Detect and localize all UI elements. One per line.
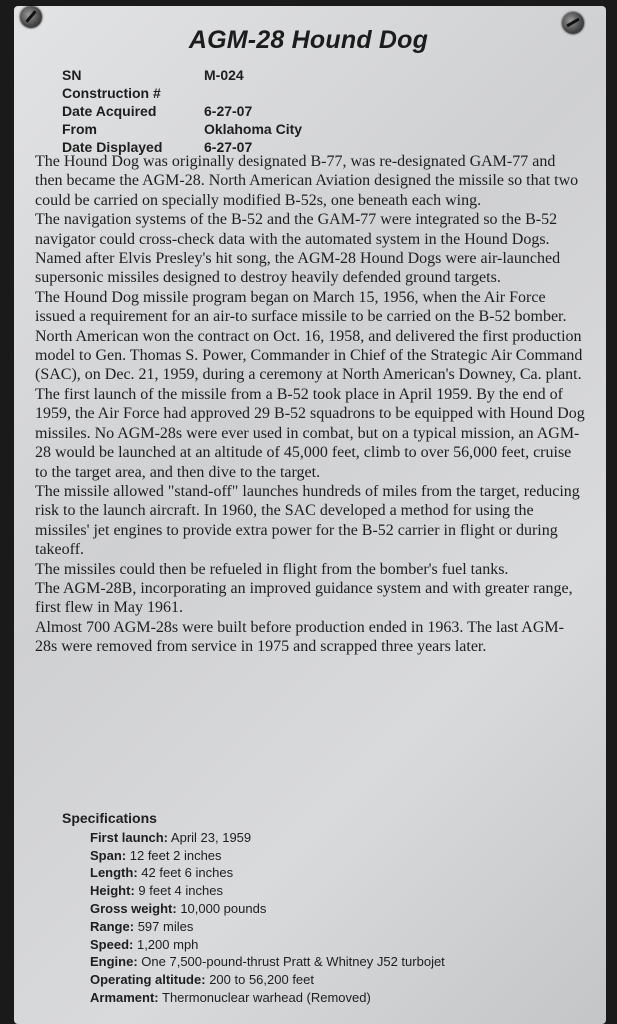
spec-label: Length: (90, 865, 138, 881)
history-text (35, 152, 585, 657)
spec-label: Engine: (90, 954, 138, 970)
meta-row-from (62, 120, 302, 138)
paragraph: The AGM-28B, incorporating an improved guidance system and with greater range, first flew in May 1961. (35, 579, 573, 617)
spec-label: Operating altitude: (90, 972, 206, 988)
spec-value: One 7,500-pound-thrust Pratt & Whitney J52 turbojet (141, 954, 445, 970)
spec-value: 200 to 56,200 feet (209, 972, 314, 988)
paragraph: The Hound Dog was originally designated B-77, was re-designated GAM-77 and then became the AGM-28. North American Aviation designed the missile so that two could be carried on specially modified B-52s, one beneath each wing. (35, 153, 579, 209)
meta-label: Construction # (62, 85, 161, 101)
spec-label: Gross weight: (90, 900, 177, 916)
meta-label: From (62, 121, 97, 137)
paragraph: The missiles could then be refueled in flight from the bomber's fuel tanks. (35, 560, 509, 578)
paragraph: Almost 700 AGM-28s were built before production ended in 1963. The last AGM-28s were removed from service in 1975 and scrapped three years later. (35, 618, 564, 656)
meta-row-construction (62, 84, 302, 102)
specifications (62, 810, 445, 1007)
paragraph: The missile allowed "stand-off" launches hundreds of miles from the target, reducing risk to the launch aircraft. In 1960, the SAC developed a method for using the missiles' jet engines to provide extra power for the B-52 carrier in flight or during takeoff. (35, 482, 580, 559)
spec-row (62, 989, 445, 1007)
spec-label: Span: (90, 847, 127, 863)
paragraph: The Hound Dog missile program began on March 15, 1956, when the Air Force issued a requirement for an air-to surface missile to be carried on the B-52 bomber. North American won the contract on Oct. 16, 1958, and delivered the first production model to Gen. Thomas S. Power, Commander in Chief of the Strategic Air Command (SAC), on Dec. 21, 1959, during a ceremony at North American's Downey, Ca. plant. (35, 288, 583, 384)
spec-value: 597 miles (137, 918, 194, 934)
spec-value: 1,200 mph (136, 936, 199, 952)
spec-row (62, 847, 445, 865)
meta-label: Date Acquired (62, 103, 157, 119)
spec-label: Range: (90, 918, 135, 934)
meta-value: M-024 (204, 67, 244, 83)
meta-value: Oklahoma City (204, 121, 303, 137)
spec-label: Height: (90, 883, 135, 899)
spec-label: Speed: (90, 936, 134, 952)
spec-row (62, 882, 445, 900)
spec-value: 10,000 pounds (180, 900, 267, 916)
spec-value: April 23, 1959 (170, 829, 252, 845)
paragraph: The first launch of the missile from a B-52 took place in April 1959. By the end of 1959, the Air Force had approved 29 B-52 squadrons to be equipped with Hound Dog missiles. No AGM-28s were ever used in combat, but on a typical mission, an AGM-28 would be launched at an altitude of 45,000 feet, climb to over 56,000 feet, cruise to the target area, and then dive to the target. (35, 385, 585, 481)
spec-value: 9 feet 4 inches (138, 883, 223, 899)
spec-row (62, 918, 445, 936)
meta-label: SN (62, 67, 82, 83)
meta-label: Date Displayed (62, 139, 163, 155)
paragraph: The navigation systems of the B-52 and the GAM-77 were integrated so the B-52 navigator could cross-check data with the automated system in the Hound Dogs. (35, 211, 558, 248)
meta-value: 6-27-07 (204, 103, 253, 119)
spec-value: 12 feet 2 inches (129, 847, 222, 863)
spec-row (62, 936, 445, 954)
spec-row (62, 971, 445, 989)
screw-icon (20, 6, 42, 28)
specs-heading: Specifications (62, 810, 157, 826)
spec-row (62, 864, 445, 882)
spec-row (62, 953, 445, 971)
spec-value: 42 feet 6 inches (141, 865, 234, 881)
spec-label: Armament: (90, 989, 159, 1005)
meta-value: 6-27-07 (204, 139, 253, 155)
spec-value: Thermonuclear warhead (Removed) (162, 989, 371, 1005)
paragraph: Named after Elvis Presley's hit song, the AGM-28 Hound Dogs were air-launched supersonic missiles designed to destroy heavily defended ground targets. (35, 250, 561, 287)
plaque-title: AGM-28 Hound Dog (188, 26, 429, 54)
meta-row-date-acquired (62, 102, 302, 120)
artifact-details (62, 66, 302, 156)
spec-row (62, 900, 445, 918)
spec-label: First launch: (90, 829, 169, 845)
spec-row (62, 829, 445, 847)
meta-row-sn (62, 66, 302, 84)
